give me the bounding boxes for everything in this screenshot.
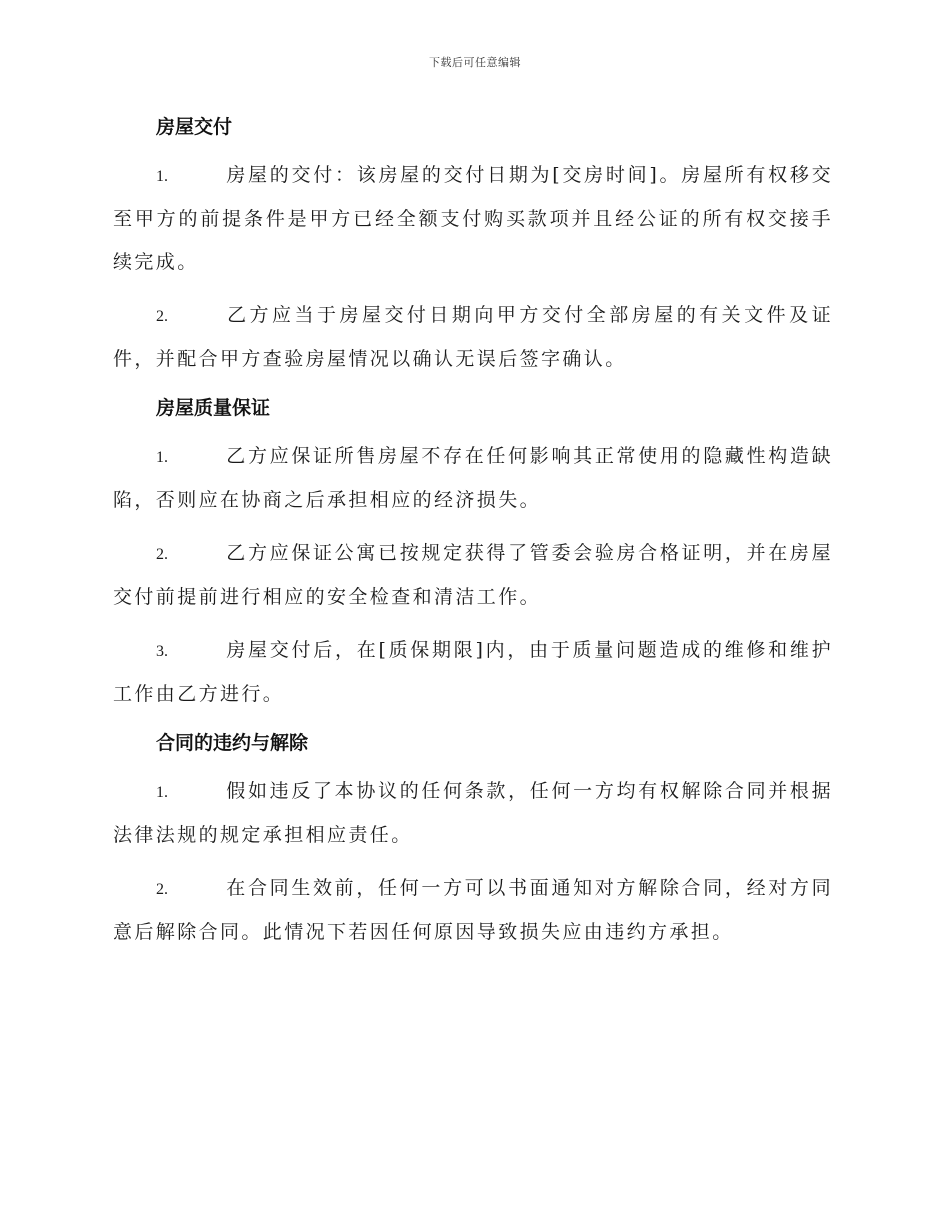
clause-number: 1. xyxy=(156,168,168,185)
clause-item xyxy=(113,435,833,522)
clause-number: 3. xyxy=(156,643,168,660)
section-title: 房屋质量保证 xyxy=(156,397,271,419)
clause-text: 假如违反了本协议的任何条款，任何一方均有权解除合同并根据法律法规的规定承担相应责任。 xyxy=(113,780,833,846)
clause-number: 2. xyxy=(156,308,168,325)
section-house-delivery xyxy=(113,110,833,381)
clause-item xyxy=(113,294,833,381)
clause-text: 房屋交付后，在[质保期限]内，由于质量问题造成的维修和维护工作由乙方进行。 xyxy=(113,639,833,705)
page-header-note: 下载后可任意编辑 xyxy=(429,56,521,69)
clause-text: 乙方应当于房屋交付日期向甲方交付全部房屋的有关文件及证件，并配合甲方查验房屋情况以确认无误后签字确认。 xyxy=(113,304,833,370)
clause-text: 乙方应保证公寓已按规定获得了管委会验房合格证明，并在房屋交付前提前进行相应的安全检查和清洁工作。 xyxy=(113,542,833,608)
clause-item xyxy=(113,629,833,716)
section-title: 房屋交付 xyxy=(156,116,233,138)
section-title: 合同的违约与解除 xyxy=(156,732,309,754)
clause-item xyxy=(113,770,833,857)
clause-number: 2. xyxy=(156,546,168,563)
clause-number: 1. xyxy=(156,449,168,466)
clause-number: 2. xyxy=(156,881,168,898)
clause-text: 房屋的交付：该房屋的交付日期为[交房时间]。房屋所有权移交至甲方的前提条件是甲方已经全额支付购买款项并且经公证的所有权交接手续完成。 xyxy=(113,164,833,273)
clause-text: 在合同生效前，任何一方可以书面通知对方解除合同，经对方同意后解除合同。此情况下若因任何原因导致损失应由违约方承担。 xyxy=(113,877,833,943)
clause-item xyxy=(113,154,833,284)
clause-item xyxy=(113,532,833,619)
section-quality-guarantee xyxy=(113,391,833,716)
clause-number: 1. xyxy=(156,784,168,801)
clause-text: 乙方应保证所售房屋不存在任何影响其正常使用的隐藏性构造缺陷，否则应在协商之后承担相应的经济损失。 xyxy=(113,445,833,511)
document-body xyxy=(113,110,833,964)
section-breach-termination xyxy=(113,726,833,954)
clause-item xyxy=(113,867,833,954)
